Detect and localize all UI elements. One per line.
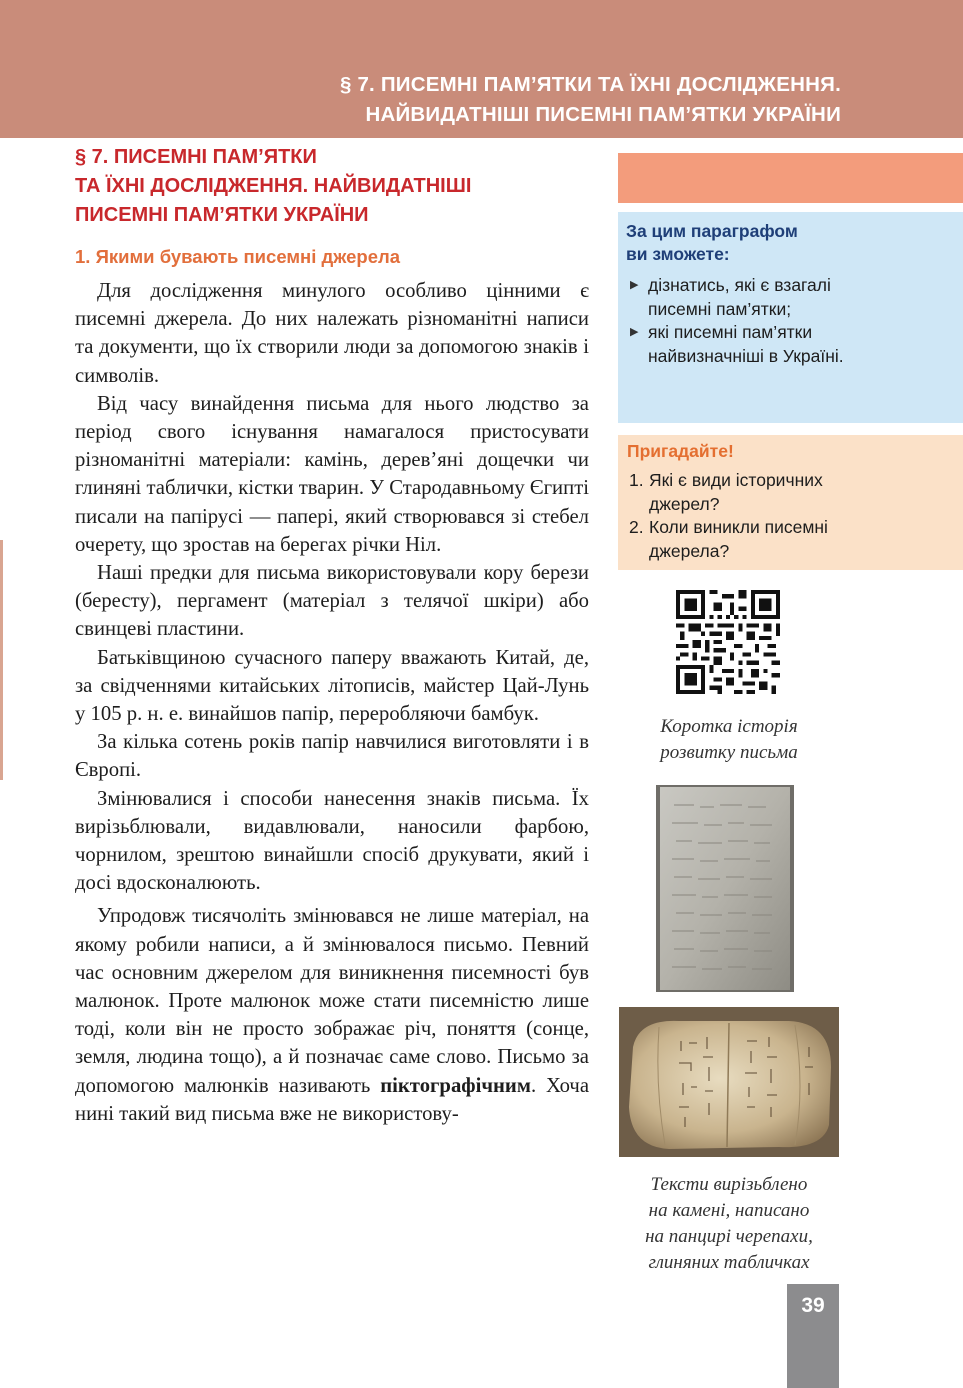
body-paragraph-7-end: . Хоча нині такий вид письма вже не використову- bbox=[75, 1074, 590, 1125]
goals-title-line-2: ви зможете: bbox=[626, 244, 730, 264]
body-paragraph-7 bbox=[75, 902, 589, 1128]
body-paragraph-4: Батьківщиною сучасного паперу вважають Китай, де, за свідченнями китайських літописів, майстер Цай-Лунь у 105 р. н. е. винайшов папір, переробляючи бамбук. bbox=[75, 646, 589, 726]
page-number-tab bbox=[787, 1284, 839, 1388]
goals-box bbox=[618, 212, 963, 423]
body-paragraph-7-start: Упродовж тисячоліть змінювався не лише матеріал, на якому робили написи, а й змінювалося письмо. Певний час основним джерелом для виникнення писемності був малюнок. Проте малюнок може стати писемністю лише тоді, коли він не просто зображає річ, поняття (сонце, земля, людина тощо), а й позначає саме слово. Письмо за допомогою малюнків називають bbox=[75, 905, 589, 1097]
body-text bbox=[75, 277, 589, 1128]
qr-caption-line-2: розвитку письма bbox=[660, 742, 798, 763]
paragraph-title-line-3: ПИСЕМНІ ПАМ’ЯТКИ УКРАЇНИ bbox=[75, 204, 369, 226]
recall-box bbox=[618, 435, 963, 570]
list-item bbox=[629, 469, 829, 516]
body-paragraph-5: За кілька сотень років папір навчилися виготовляти і в Європі. bbox=[75, 731, 589, 782]
list-item bbox=[630, 274, 848, 321]
term-pictographic: піктографічним bbox=[380, 1074, 531, 1097]
left-edge-marker bbox=[0, 540, 3, 780]
question-number: 2. bbox=[629, 517, 644, 537]
paragraph-title bbox=[75, 143, 595, 230]
sidebar-accent-bar bbox=[618, 153, 963, 203]
running-header-title bbox=[340, 70, 841, 130]
page-number: 39 bbox=[801, 1294, 825, 1317]
goals-title-line-1: За цим параграфом bbox=[626, 221, 798, 241]
goal-text: дізнатись, які є взагалі писемні пам’ятки; bbox=[648, 275, 831, 319]
paragraph-title-line-1: § 7. ПИСЕМНІ ПАМ’ЯТКИ bbox=[75, 146, 317, 168]
photo-caption bbox=[618, 1172, 840, 1276]
body-paragraph-6: Змінювалися і способи нанесення знаків письма. Їх вирізьблювали, видавлювали, наносили фарбою, чорнилом, зрештою винайшли спосіб друкувати, який і досі вдосконалюють. bbox=[75, 787, 589, 895]
list-item bbox=[629, 516, 829, 563]
turtle-shell-tablet-photo bbox=[619, 1007, 839, 1157]
inscribed-stone-photo bbox=[656, 785, 794, 992]
goal-text: які писемні пам’ятки найвизначніші в Україні. bbox=[648, 322, 844, 366]
running-header-line-2: НАЙВИДАТНІШІ ПИСЕМНІ ПАМ’ЯТКИ УКРАЇНИ bbox=[365, 103, 841, 126]
list-item bbox=[630, 321, 848, 368]
question-number: 1. bbox=[629, 470, 644, 490]
running-header-band bbox=[0, 0, 963, 138]
body-paragraph-1: Для дослідження минулого особливо цінними є писемні джерела. До них належать різноманітні написи та документи, що їх створили люди за допомогою знаків і символів. bbox=[75, 280, 589, 387]
question-text: Коли виникли писемні джерела? bbox=[649, 517, 828, 561]
goals-title bbox=[626, 220, 798, 266]
qr-caption-line-1: Коротка історія bbox=[660, 716, 798, 737]
qr-caption bbox=[618, 714, 840, 766]
recall-title: Пригадайте! bbox=[627, 441, 734, 461]
running-header-line-1: § 7. ПИСЕМНІ ПАМ’ЯТКИ ТА ЇХНІ ДОСЛІДЖЕННЯ. bbox=[339, 73, 841, 96]
photo-caption-line-2: на камені, написано bbox=[648, 1200, 810, 1221]
paragraph-title-line-2: ТА ЇХНІ ДОСЛІДЖЕННЯ. НАЙВИДАТНІШІ bbox=[75, 175, 472, 197]
qr-code-icon[interactable] bbox=[676, 590, 780, 694]
photo-caption-line-4: глиняних табличках bbox=[648, 1252, 810, 1273]
bullet-triangle-icon: ▶ bbox=[630, 279, 639, 291]
question-text: Які є види історичних джерел? bbox=[649, 470, 823, 514]
photo-caption-line-3: на панцирі черепахи, bbox=[645, 1226, 813, 1247]
photo-caption-line-1: Тексти вирізьблено bbox=[650, 1174, 808, 1195]
body-paragraph-3: Наші предки для письма використовували кору берези (бересту), пергамент (матеріал з телячої шкіри) або свинцеві пластини. bbox=[75, 562, 589, 641]
goals-list bbox=[630, 274, 848, 368]
recall-list bbox=[629, 469, 829, 563]
section-heading: 1. Якими бувають писемні джерела bbox=[75, 246, 401, 267]
body-paragraph-2: Від часу винайдення письма для нього людство за період свого існування намагалося пристосувати різноманітні матеріали: камінь, дерев’яні дощечки чи глиняні таблички, кістки тварин. У Стародавньому Єгипті писали на папірусі — папері, який створювався зі стебел очерету, що зростав на берегах річки Ніл. bbox=[75, 392, 589, 556]
bullet-triangle-icon: ▶ bbox=[630, 326, 639, 338]
